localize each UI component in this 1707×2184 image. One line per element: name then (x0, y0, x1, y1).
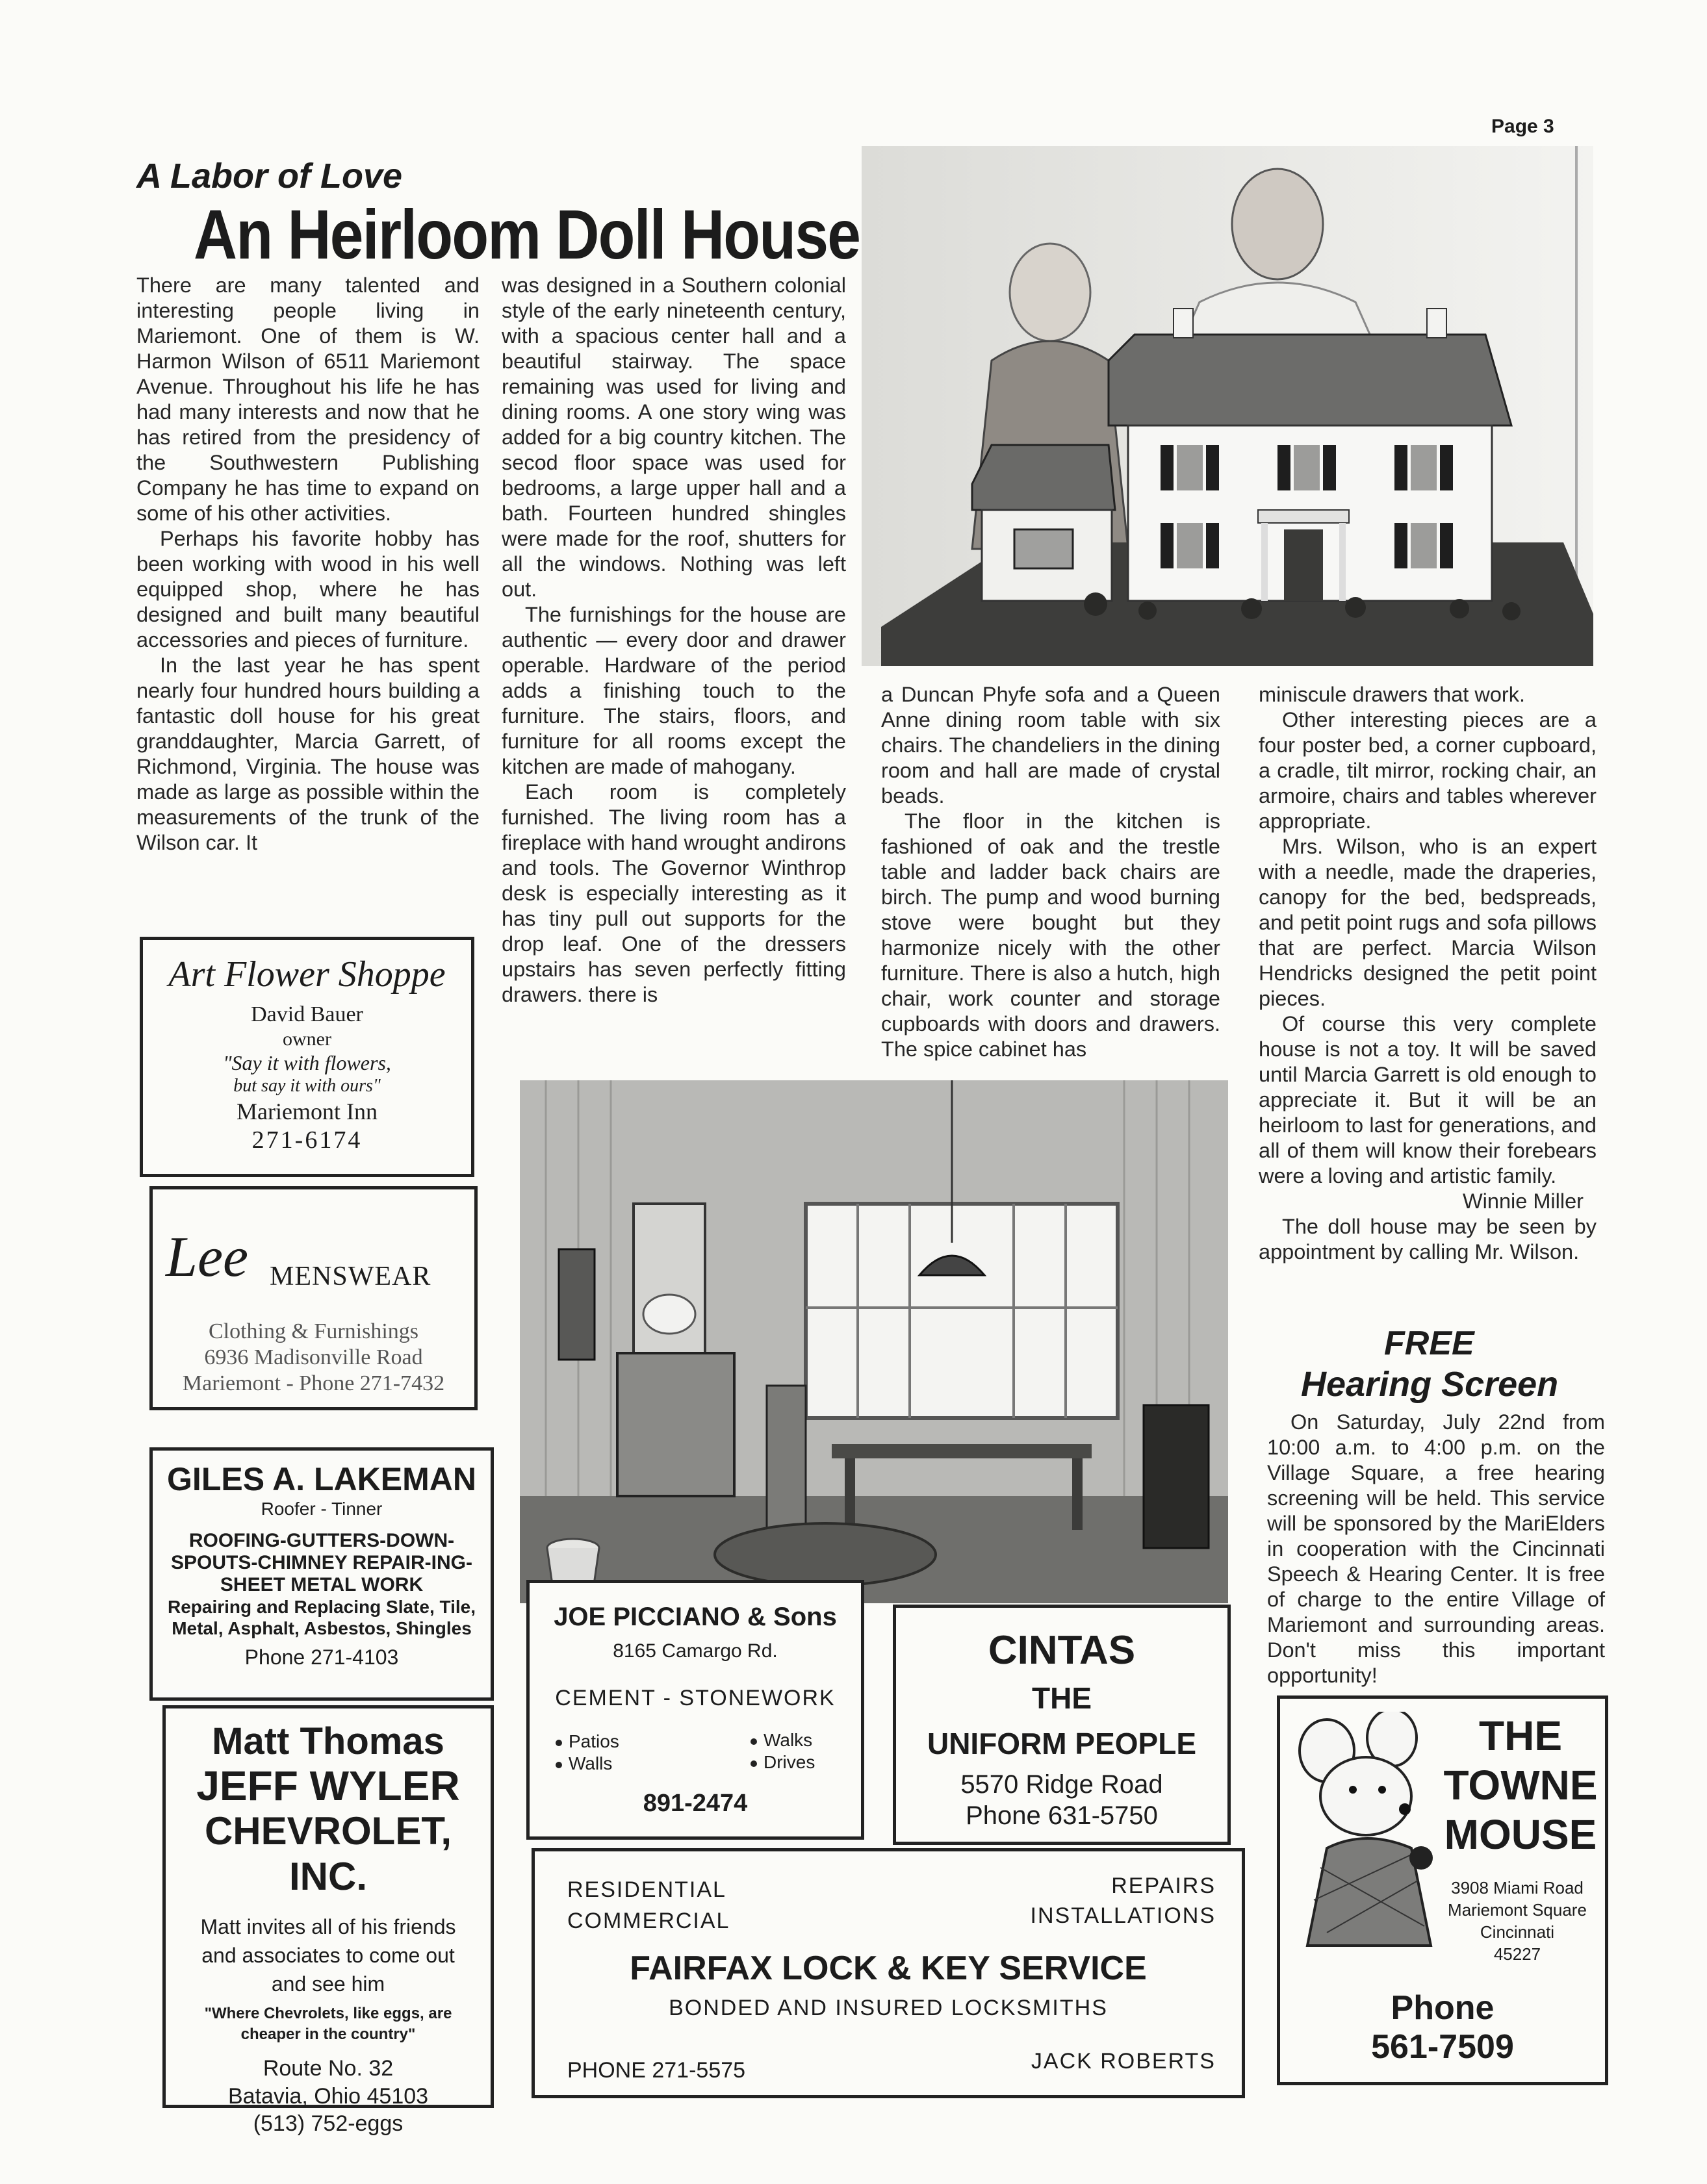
subtitle: BONDED AND INSURED LOCKSMITHS (669, 1996, 1108, 2020)
bullet-icon (556, 1740, 562, 1746)
ad-art-flower-shoppe (140, 937, 474, 1177)
service-item: Patios (556, 1731, 619, 1752)
location: Mariemont Inn (237, 1098, 378, 1124)
ad-line: Matt Thomas (212, 1720, 444, 1762)
trade: Roofer - Tinner (261, 1499, 383, 1519)
ad-giles-lakeman (149, 1447, 494, 1701)
slogan-line-1: "Say it with flowers, (223, 1051, 391, 1074)
phone: 561-7509 (1371, 2028, 1514, 2066)
ad-line: 6936 Madisonville Road (204, 1345, 423, 1369)
paragraph: a Duncan Phyfe sofa and a Queen Anne dining room table with six chairs. The chandeliers in the dining room and hall are made of crystal beads. (881, 683, 1220, 807)
hearing-body (1267, 1410, 1605, 1688)
phone: 891-2474 (643, 1790, 748, 1817)
ad-joe-picciano (526, 1580, 864, 1840)
shop-name: Art Flower Shoppe (168, 954, 446, 995)
paragraph: There are many talented and interesting people living in Mariemont. One of them is W. Harmon Wilson of 6511 Mariemont Avenue. Throughout his life he has had many interests and now that he has retired from the presidency of the Southwestern Publishing Company he has time to expand on some of his other activities. (136, 273, 480, 525)
ad-fairfax-lock-key (532, 1848, 1245, 2098)
article-column-4 (1259, 682, 1597, 1265)
mouse-illustration (1288, 1712, 1444, 1959)
ad-line: RESIDENTIAL (567, 1877, 726, 1902)
ad-line: CHEVROLET, INC. (204, 1809, 452, 1898)
closing-note: The doll house may be seen by appointment by calling Mr. Wilson. (1259, 1215, 1597, 1263)
ad-line: INSTALLATIONS (1030, 1903, 1216, 1928)
services: ROOFING-GUTTERS-DOWN-SPOUTS-CHIMNEY REPAIR-ING-SHEET METAL WORK (171, 1530, 472, 1595)
ad-lee-menswear (149, 1186, 478, 1410)
phone: Phone 631-5750 (966, 1801, 1158, 1830)
phone: (513) 752-eggs (253, 2111, 404, 2136)
business-name: JOE PICCIANO & Sons (554, 1603, 837, 1631)
ad-line: JEFF WYLER (196, 1762, 460, 1809)
owner-title: owner (283, 1028, 331, 1050)
tagline-1: THE (1032, 1681, 1092, 1715)
paragraph: The furnishings for the house are authentic — every door and drawer operable. Hardware of the period adds a finishing touch to the furniture. The stairs, floors, and furniture for all rooms except the kitchen are made of mahogany. (502, 603, 846, 778)
paragraph: Mrs. Wilson, who is an expert with a needle, made the draperies, canopy for the bed, bedspreads, and petit point rugs and sofa pillows that are perfect. Marcia Wilson Hendricks designed the petit point pieces. (1259, 835, 1597, 1010)
ad-towne-mouse (1277, 1695, 1608, 2085)
kitchen-interior-photo (520, 1080, 1228, 1603)
business-name: FAIRFAX LOCK & KEY SERVICE (630, 1949, 1147, 1987)
paragraph: Of course this very complete house is not a toy. It will be saved until Marcia Garrett is old enough to appreciate it. But it will be an heirloom to last for generations, and all of them will know their forebears were a loving and artistic family. (1259, 1012, 1597, 1187)
city: Batavia, Ohio 45103 (227, 2084, 429, 2109)
ad-line: Mariemont - Phone 271-7432 (182, 1371, 445, 1395)
address-line: Cincinnati (1480, 1922, 1555, 1942)
phone-label: Phone (1391, 1989, 1495, 2027)
service-item: Walls (556, 1753, 612, 1774)
owner-name: David Bauer (251, 1002, 363, 1026)
business-name: GILES A. LAKEMAN (167, 1461, 476, 1497)
article-kicker: A Labor of Love (136, 157, 403, 196)
ad-jeff-wyler-chevrolet (162, 1705, 494, 2136)
paragraph: Each room is completely furnished. The living room has a fireplace with hand wrought andirons and tools. The Governor Winthrop desk is especially interesting as it has tiny pull out supports for the drop leaf. One of the dressers upstairs has seven perfectly fitting drawers. there is (502, 780, 846, 1006)
store-name-line-2: TOWNE (1443, 1762, 1598, 1809)
phone: PHONE 271-5575 (567, 2058, 746, 2083)
service-item: Drives (751, 1752, 815, 1773)
details: Repairing and Replacing Slate, Tile, Metal, Asphalt, Asbestos, Shingles (167, 1597, 476, 1638)
slogan-line-2: but say it with ours" (233, 1076, 381, 1096)
article-column-3 (881, 682, 1220, 1062)
bullet-icon (751, 1738, 757, 1745)
paragraph: The floor in the kitchen is fashioned of oak and the trestle table and ladder back chairs are birch. The pump and wood burning stove were bought but they harmonize nicely with the other furniture. There is also a hutch, high chair, work counter and storage cupboards with doors and drawers. The spice cabinet has (881, 809, 1220, 1061)
paragraph: In the last year he has spent nearly four hundred hours building a fantastic doll house for his great granddaughter, Marcia Garrett, of Richmond, Virginia. The house was made as large as possible within the measurements of the trunk of the Wilson car. It (136, 654, 480, 854)
service-item: Walks (751, 1730, 812, 1751)
phone: Phone 271-4103 (244, 1645, 399, 1669)
quote: "Where Chevrolets, like eggs, are cheaper in the country" (204, 2005, 452, 2043)
ad-cintas (893, 1605, 1231, 1845)
invite: Matt invites all of his friends and associates to come out and see him (200, 1915, 456, 1996)
lee-logo: Lee (166, 1226, 249, 1289)
bullet-icon (751, 1760, 757, 1767)
business-name: CINTAS (988, 1628, 1136, 1673)
store-name-line-1: THE (1479, 1712, 1562, 1759)
store-name-line-3: MOUSE (1444, 1811, 1597, 1858)
paragraph: On Saturday, July 22nd from 10:00 a.m. to 4:00 p.m. on the Village Square, a free hearing screening will be held. This service will be sponsored by the MariElders in cooperation with the Cincinnati Speech & Hearing Center. It is free of charge to the entire Village of Mariemont and surrounding areas. Don't miss this important opportunity! (1267, 1410, 1605, 1687)
address-line: 45227 (1493, 1944, 1541, 1964)
bullet-icon (556, 1762, 562, 1768)
ad-line: REPAIRS (1111, 1873, 1216, 1898)
article-headline: An Heirloom Doll House (194, 195, 860, 273)
owner: JACK ROBERTS (1031, 2049, 1216, 2074)
address: 5570 Ridge Road (960, 1770, 1163, 1799)
hearing-title-free: FREE (1384, 1325, 1474, 1362)
route: Route No. 32 (263, 2056, 394, 2081)
ad-line: Clothing & Furnishings (208, 1319, 419, 1343)
service: CEMENT - STONEWORK (555, 1686, 836, 1710)
address: 8165 Camargo Rd. (613, 1640, 778, 1662)
address-line: 3908 Miami Road (1451, 1878, 1584, 1898)
paragraph: was designed in a Southern colonial style of the early nineteenth century, with a spacious center hall and a beautiful stairway. The space remaining was used for living and dining rooms. A one story wing was added for a big country kitchen. The secod floor space was used for bedrooms, a large upper hall and a bath. Fourteen hundred shingles were made for the roof, shutters for all the windows. Nothing was left out. (502, 273, 846, 601)
page-number: Page 3 (1491, 116, 1554, 137)
paragraph: miniscule drawers that work. (1259, 683, 1525, 706)
article-column-1 (136, 273, 480, 856)
tagline-2: UNIFORM PEOPLE (927, 1727, 1197, 1760)
hearing-title: Hearing Screen (1301, 1365, 1559, 1404)
address-line: Mariemont Square (1448, 1900, 1587, 1920)
article-column-2 (502, 273, 846, 1008)
byline: Winnie Miller (1462, 1189, 1584, 1213)
ad-line: COMMERCIAL (567, 1909, 730, 1933)
phone: 271-6174 (251, 1126, 363, 1154)
paragraph: Other interesting pieces are a four poster bed, a corner cupboard, a cradle, tilt mirror, rocking chair, an armoire, chairs and tables wherever appropriate. (1259, 708, 1597, 833)
doll-house-couple-photo (862, 146, 1593, 666)
paragraph: Perhaps his favorite hobby has been working with wood in his well equipped shop, where he has designed and built many beautiful accessories and pieces of furniture. (136, 527, 480, 652)
menswear-title: MENSWEAR (270, 1262, 431, 1291)
